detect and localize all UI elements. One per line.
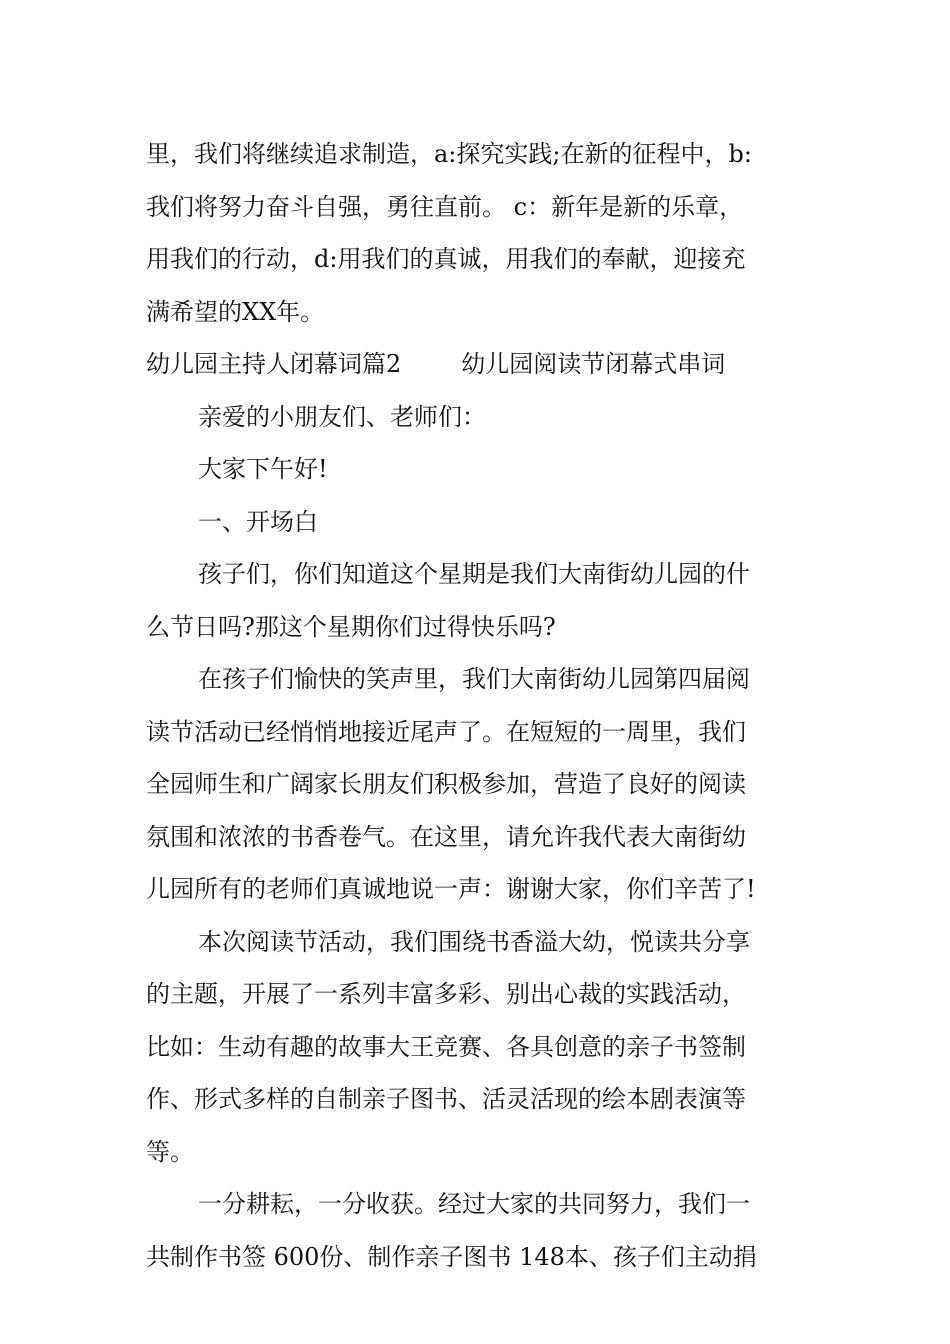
text-line: 我们将努力奋斗自强，勇往直前。 c：新年是新的乐章， xyxy=(146,192,744,221)
heading-title: 幼儿园主持人闭幕词篇2 xyxy=(146,350,402,378)
paragraph-line: 全园师生和广阔家长朋友们积极参加，营造了良好的阅读 xyxy=(146,770,746,798)
text-line: 满希望的XX年。 xyxy=(146,297,325,326)
section-heading xyxy=(146,338,810,391)
paragraph-line: 孩子们，你们知道这个星期是我们大南街幼儿园的什 xyxy=(198,560,750,588)
paragraph-line: 么节日吗?那这个星期你们过得快乐吗? xyxy=(146,612,556,641)
paragraph-line: 氛围和浓浓的书香卷气。在这里，请允许我代表大南街幼 xyxy=(146,822,746,851)
paragraph-line: 的主题，开展了一系列丰富多彩、别出心裁的实践活动， xyxy=(146,980,746,1008)
paragraph-line: 作、形式多样的自制亲子图书、活灵活现的绘本剧表演等 xyxy=(146,1085,746,1113)
paragraph-line: 在孩子们愉快的笑声里，我们大南街幼儿园第四届阅 xyxy=(198,665,750,693)
paragraph-line: 儿园所有的老师们真诚地说一声：谢谢大家，你们辛苦了! xyxy=(146,875,756,903)
paragraph-line: 等。 xyxy=(146,1137,194,1166)
paragraph-line: 读节活动已经悄悄地接近尾声了。在短短的一周里，我们 xyxy=(146,717,746,746)
document-body xyxy=(146,128,810,1283)
salutation-line: 大家下午好! xyxy=(198,455,328,483)
paragraph-line: 比如：生动有趣的故事大王竞赛、各具创意的亲子书签制 xyxy=(146,1032,746,1061)
paragraph-line: 共制作书签 600份、制作亲子图书 148本、孩子们主动捐 xyxy=(146,1242,757,1271)
text-line: 用我们的行动，d:用我们的真诚，用我们的奉献，迎接充 xyxy=(146,245,746,273)
paragraph-line: 本次阅读节活动，我们围绕书香溢大幼，悦读共分享 xyxy=(198,927,750,956)
paragraph-line: 一分耕耘，一分收获。经过大家的共同努力，我们一 xyxy=(198,1190,750,1218)
heading-subtitle: 幼儿园阅读节闭幕式串词 xyxy=(461,350,726,378)
greeting-line: 亲爱的小朋友们、老师们： xyxy=(198,402,486,431)
section-title: 一、开场白 xyxy=(198,507,318,536)
text-line: 里，我们将继续追求制造，a:探究实践;在新的征程中，b: xyxy=(146,140,752,168)
